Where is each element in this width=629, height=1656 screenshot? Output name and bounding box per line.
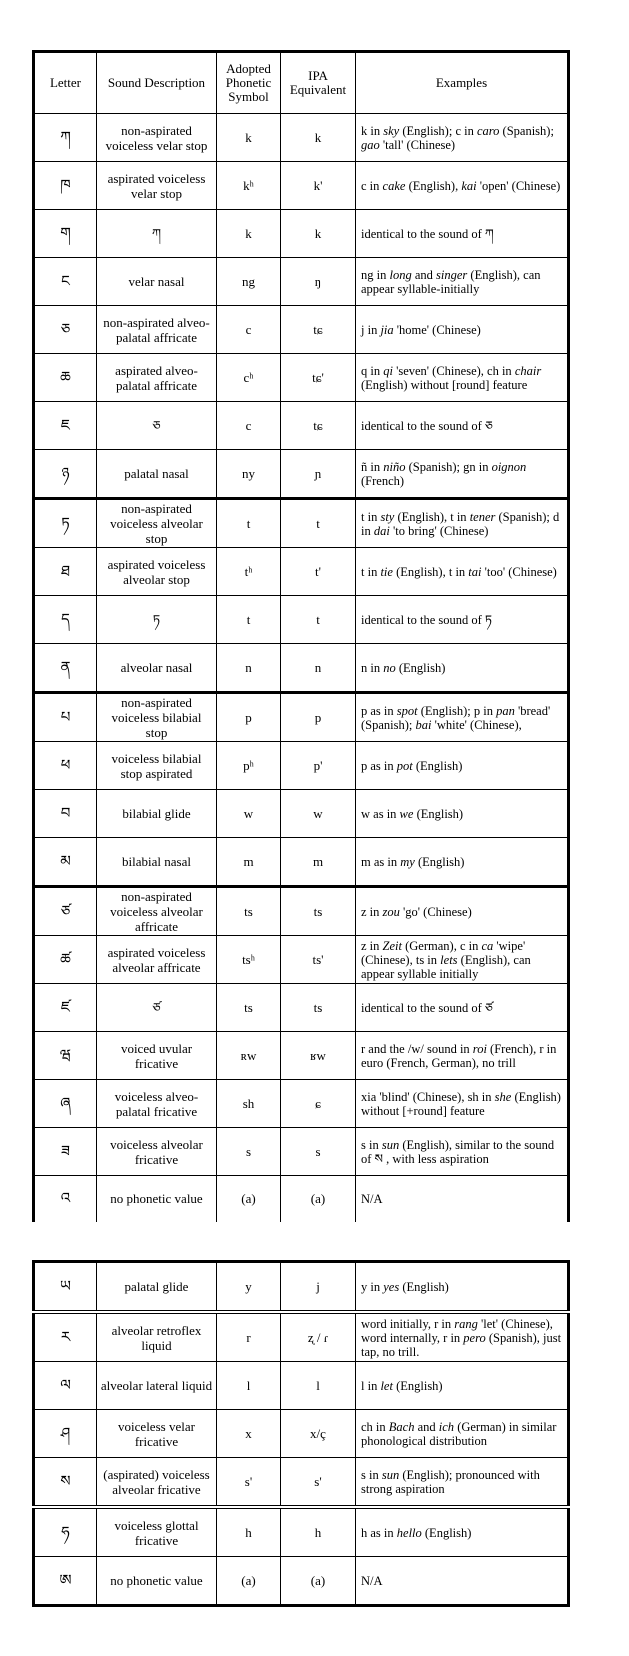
examples-cell: identical to the sound of ཀ [356, 210, 569, 258]
ipa-cell: j [281, 1262, 356, 1313]
adopted-symbol-cell: s [217, 1128, 281, 1176]
ipa-cell: w [281, 790, 356, 838]
ipa-cell: l [281, 1362, 356, 1410]
examples-cell: k in sky (English); c in caro (Spanish); gao 'tall' (Chinese) [356, 114, 569, 162]
ipa-cell: x/ç [281, 1410, 356, 1458]
ipa-cell: p [281, 693, 356, 742]
table-row [34, 450, 569, 499]
table-row [34, 499, 569, 548]
ipa-cell: ts [281, 984, 356, 1032]
table-row [34, 644, 569, 693]
adopted-symbol-cell: l [217, 1362, 281, 1410]
ipa-cell: h [281, 1507, 356, 1557]
table-row [34, 1557, 569, 1606]
letter-cell: འ [34, 1176, 97, 1222]
examples-cell: r and the /w/ sound in roi (French), r in euro (French, German), no trill [356, 1032, 569, 1080]
adopted-symbol-cell: n [217, 644, 281, 693]
examples-cell: w as in we (English) [356, 790, 569, 838]
table-row [34, 693, 569, 742]
adopted-symbol-cell: y [217, 1262, 281, 1313]
sound-description-cell: voiced uvular fricative [97, 1032, 217, 1080]
table-row [34, 838, 569, 887]
sound-description-cell: aspirated voiceless alveolar affricate [97, 936, 217, 984]
ipa-cell: ʐ / ɾ [281, 1312, 356, 1362]
sound-description-cell: palatal nasal [97, 450, 217, 499]
ipa-cell: t [281, 499, 356, 548]
table-row [34, 210, 569, 258]
ipa-cell: s [281, 1128, 356, 1176]
ipa-cell: ts' [281, 936, 356, 984]
letter-cell: ཇ [34, 402, 97, 450]
table-row [34, 596, 569, 644]
sound-description-cell: no phonetic value [97, 1176, 217, 1222]
adopted-symbol-cell: ts [217, 887, 281, 936]
letter-cell: ཉ [34, 450, 97, 499]
table-2-body [34, 1262, 569, 1606]
ipa-cell: ŋ [281, 258, 356, 306]
sound-description-cell: aspirated voiceless alveolar stop [97, 548, 217, 596]
sound-description-cell: voiceless alveolar fricative [97, 1128, 217, 1176]
header-adopted-symbol: Adopted Phonetic Symbol [217, 52, 281, 114]
table-row [34, 354, 569, 402]
adopted-symbol-cell: tʰ [217, 548, 281, 596]
examples-cell: q in qi 'seven' (Chinese), ch in chair (English) without [round] feature [356, 354, 569, 402]
letter-cell: ཏ [34, 499, 97, 548]
table-row [34, 1032, 569, 1080]
sound-description-cell: alveolar lateral liquid [97, 1362, 217, 1410]
examples-cell: identical to the sound of ཙ [356, 984, 569, 1032]
examples-cell: ng in long and singer (English), can appear syllable-initially [356, 258, 569, 306]
table-row [34, 114, 569, 162]
sound-description-cell: bilabial nasal [97, 838, 217, 887]
letter-cell: ཧ [34, 1507, 97, 1557]
letter-cell: ཀ [34, 114, 97, 162]
table-row [34, 1312, 569, 1362]
examples-cell: h as in hello (English) [356, 1507, 569, 1557]
adopted-symbol-cell: s' [217, 1458, 281, 1508]
table-row [34, 984, 569, 1032]
header-sound-description: Sound Description [97, 52, 217, 114]
ipa-cell: ts [281, 887, 356, 936]
examples-cell: l in let (English) [356, 1362, 569, 1410]
adopted-symbol-cell: cʰ [217, 354, 281, 402]
ipa-cell: s' [281, 1458, 356, 1508]
adopted-symbol-cell: r [217, 1312, 281, 1362]
adopted-symbol-cell: t [217, 499, 281, 548]
table-row [34, 742, 569, 790]
sound-description-cell: aspirated alveo-palatal affricate [97, 354, 217, 402]
table-row [34, 790, 569, 838]
sound-description-cell: ཅ [97, 402, 217, 450]
adopted-symbol-cell: tsʰ [217, 936, 281, 984]
sound-description-cell: voiceless alveo-palatal fricative [97, 1080, 217, 1128]
sound-description-cell: no phonetic value [97, 1557, 217, 1606]
table-row [34, 1410, 569, 1458]
adopted-symbol-cell: x [217, 1410, 281, 1458]
table-1-body [34, 114, 569, 1222]
ipa-cell: tɕ [281, 402, 356, 450]
adopted-symbol-cell: w [217, 790, 281, 838]
table-row [34, 306, 569, 354]
ipa-cell: ʁw [281, 1032, 356, 1080]
examples-cell: ñ in niño (Spanish); gn in oignon (French) [356, 450, 569, 499]
letter-cell: ཕ [34, 742, 97, 790]
examples-cell: xia 'blind' (Chinese), sh in she (English) without [+round] feature [356, 1080, 569, 1128]
adopted-symbol-cell: ng [217, 258, 281, 306]
examples-cell: z in zou 'go' (Chinese) [356, 887, 569, 936]
adopted-symbol-cell: k [217, 114, 281, 162]
adopted-symbol-cell: m [217, 838, 281, 887]
examples-cell: n in no (English) [356, 644, 569, 693]
sound-description-cell: ཙ [97, 984, 217, 1032]
sound-description-cell: ཏ [97, 596, 217, 644]
letter-cell: ཐ [34, 548, 97, 596]
adopted-symbol-cell: ts [217, 984, 281, 1032]
letter-cell: ཝ [34, 1032, 97, 1080]
examples-cell: j in jia 'home' (Chinese) [356, 306, 569, 354]
letter-cell: ཨ [34, 1557, 97, 1606]
ipa-cell: k' [281, 162, 356, 210]
examples-cell: word initially, r in rang 'let' (Chinese), word internally, r in pero (Spanish), just tap, no trill. [356, 1312, 569, 1362]
table-row [34, 887, 569, 936]
table-row [34, 258, 569, 306]
phonetic-table-part-2 [32, 1260, 570, 1607]
examples-cell: ch in Bach and ich (German) in similar phonological distribution [356, 1410, 569, 1458]
ipa-cell: ɕ [281, 1080, 356, 1128]
examples-cell: z in Zeit (German), c in ca 'wipe' (Chinese), ts in lets (English), can appear syllable initially [356, 936, 569, 984]
letter-cell: པ [34, 693, 97, 742]
sound-description-cell: voiceless velar fricative [97, 1410, 217, 1458]
examples-cell: p as in spot (English); p in pan 'bread' (Spanish); bai 'white' (Chinese), [356, 693, 569, 742]
ipa-cell: t [281, 596, 356, 644]
table-row [34, 162, 569, 210]
header-row [34, 52, 569, 114]
adopted-symbol-cell: (a) [217, 1557, 281, 1606]
letter-cell: ང [34, 258, 97, 306]
examples-cell: c in cake (English), kai 'open' (Chinese) [356, 162, 569, 210]
sound-description-cell: non-aspirated voiceless alveolar affricate [97, 887, 217, 936]
adopted-symbol-cell: c [217, 402, 281, 450]
sound-description-cell: alveolar retroflex liquid [97, 1312, 217, 1362]
adopted-symbol-cell: sh [217, 1080, 281, 1128]
sound-description-cell: bilabial glide [97, 790, 217, 838]
letter-cell: མ [34, 838, 97, 887]
header-ipa-equivalent: IPA Equivalent [281, 52, 356, 114]
examples-cell: p as in pot (English) [356, 742, 569, 790]
adopted-symbol-cell: (a) [217, 1176, 281, 1222]
examples-cell: N/A [356, 1557, 569, 1606]
examples-cell: s in sun (English); pronounced with strong aspiration [356, 1458, 569, 1508]
letter-cell: ཅ [34, 306, 97, 354]
ipa-cell: p' [281, 742, 356, 790]
sound-description-cell: non-aspirated voiceless velar stop [97, 114, 217, 162]
adopted-symbol-cell: p [217, 693, 281, 742]
letter-cell: ཞ [34, 1080, 97, 1128]
letter-cell: བ [34, 790, 97, 838]
examples-cell: identical to the sound of ཏ [356, 596, 569, 644]
letter-cell: ག [34, 210, 97, 258]
sound-description-cell: velar nasal [97, 258, 217, 306]
ipa-cell: t' [281, 548, 356, 596]
sound-description-cell: non-aspirated voiceless alveolar stop [97, 499, 217, 548]
letter-cell: ཚ [34, 936, 97, 984]
sound-description-cell: voiceless glottal fricative [97, 1507, 217, 1557]
letter-cell: ཡ [34, 1262, 97, 1313]
examples-cell: t in sty (English), t in tener (Spanish); d in dai 'to bring' (Chinese) [356, 499, 569, 548]
ipa-cell: n [281, 644, 356, 693]
adopted-symbol-cell: pʰ [217, 742, 281, 790]
header-examples: Examples [356, 52, 569, 114]
letter-cell: ཛ [34, 984, 97, 1032]
header-letter: Letter [34, 52, 97, 114]
ipa-cell: (a) [281, 1176, 356, 1222]
ipa-cell: ɲ [281, 450, 356, 499]
adopted-symbol-cell: kʰ [217, 162, 281, 210]
adopted-symbol-cell: ny [217, 450, 281, 499]
adopted-symbol-cell: ʀw [217, 1032, 281, 1080]
examples-cell: m as in my (English) [356, 838, 569, 887]
examples-cell: t in tie (English), t in tai 'too' (Chinese) [356, 548, 569, 596]
examples-cell: y in yes (English) [356, 1262, 569, 1313]
letter-cell: ཟ [34, 1128, 97, 1176]
adopted-symbol-cell: h [217, 1507, 281, 1557]
letter-cell: ཤ [34, 1410, 97, 1458]
letter-cell: ཙ [34, 887, 97, 936]
sound-description-cell: non-aspirated voiceless bilabial stop [97, 693, 217, 742]
examples-cell: identical to the sound of ཅ [356, 402, 569, 450]
sound-description-cell: aspirated voiceless velar stop [97, 162, 217, 210]
table-row [34, 1080, 569, 1128]
adopted-symbol-cell: k [217, 210, 281, 258]
ipa-cell: m [281, 838, 356, 887]
letter-cell: ལ [34, 1362, 97, 1410]
table-row [34, 1458, 569, 1508]
sound-description-cell: ཀ [97, 210, 217, 258]
phonetic-table-part-1 [32, 50, 570, 1222]
table-row [34, 936, 569, 984]
table-row [34, 548, 569, 596]
letter-cell: ན [34, 644, 97, 693]
table-row [34, 1362, 569, 1410]
table-row [34, 402, 569, 450]
examples-cell: s in sun (English), similar to the sound of ས , with less aspiration [356, 1128, 569, 1176]
table-row [34, 1507, 569, 1557]
sound-description-cell: voiceless bilabial stop aspirated [97, 742, 217, 790]
letter-cell: ཁ [34, 162, 97, 210]
ipa-cell: k [281, 114, 356, 162]
adopted-symbol-cell: t [217, 596, 281, 644]
ipa-cell: k [281, 210, 356, 258]
sound-description-cell: non-aspirated alveo-palatal affricate [97, 306, 217, 354]
adopted-symbol-cell: c [217, 306, 281, 354]
sound-description-cell: palatal glide [97, 1262, 217, 1313]
table-row [34, 1128, 569, 1176]
sound-description-cell: (aspirated) voiceless alveolar fricative [97, 1458, 217, 1508]
table-row [34, 1176, 569, 1222]
letter-cell: ས [34, 1458, 97, 1508]
letter-cell: ཆ [34, 354, 97, 402]
ipa-cell: tɕ [281, 306, 356, 354]
sound-description-cell: alveolar nasal [97, 644, 217, 693]
table-row [34, 1262, 569, 1313]
examples-cell: N/A [356, 1176, 569, 1222]
letter-cell: ད [34, 596, 97, 644]
ipa-cell: tɕ' [281, 354, 356, 402]
ipa-cell: (a) [281, 1557, 356, 1606]
letter-cell: ར [34, 1312, 97, 1362]
